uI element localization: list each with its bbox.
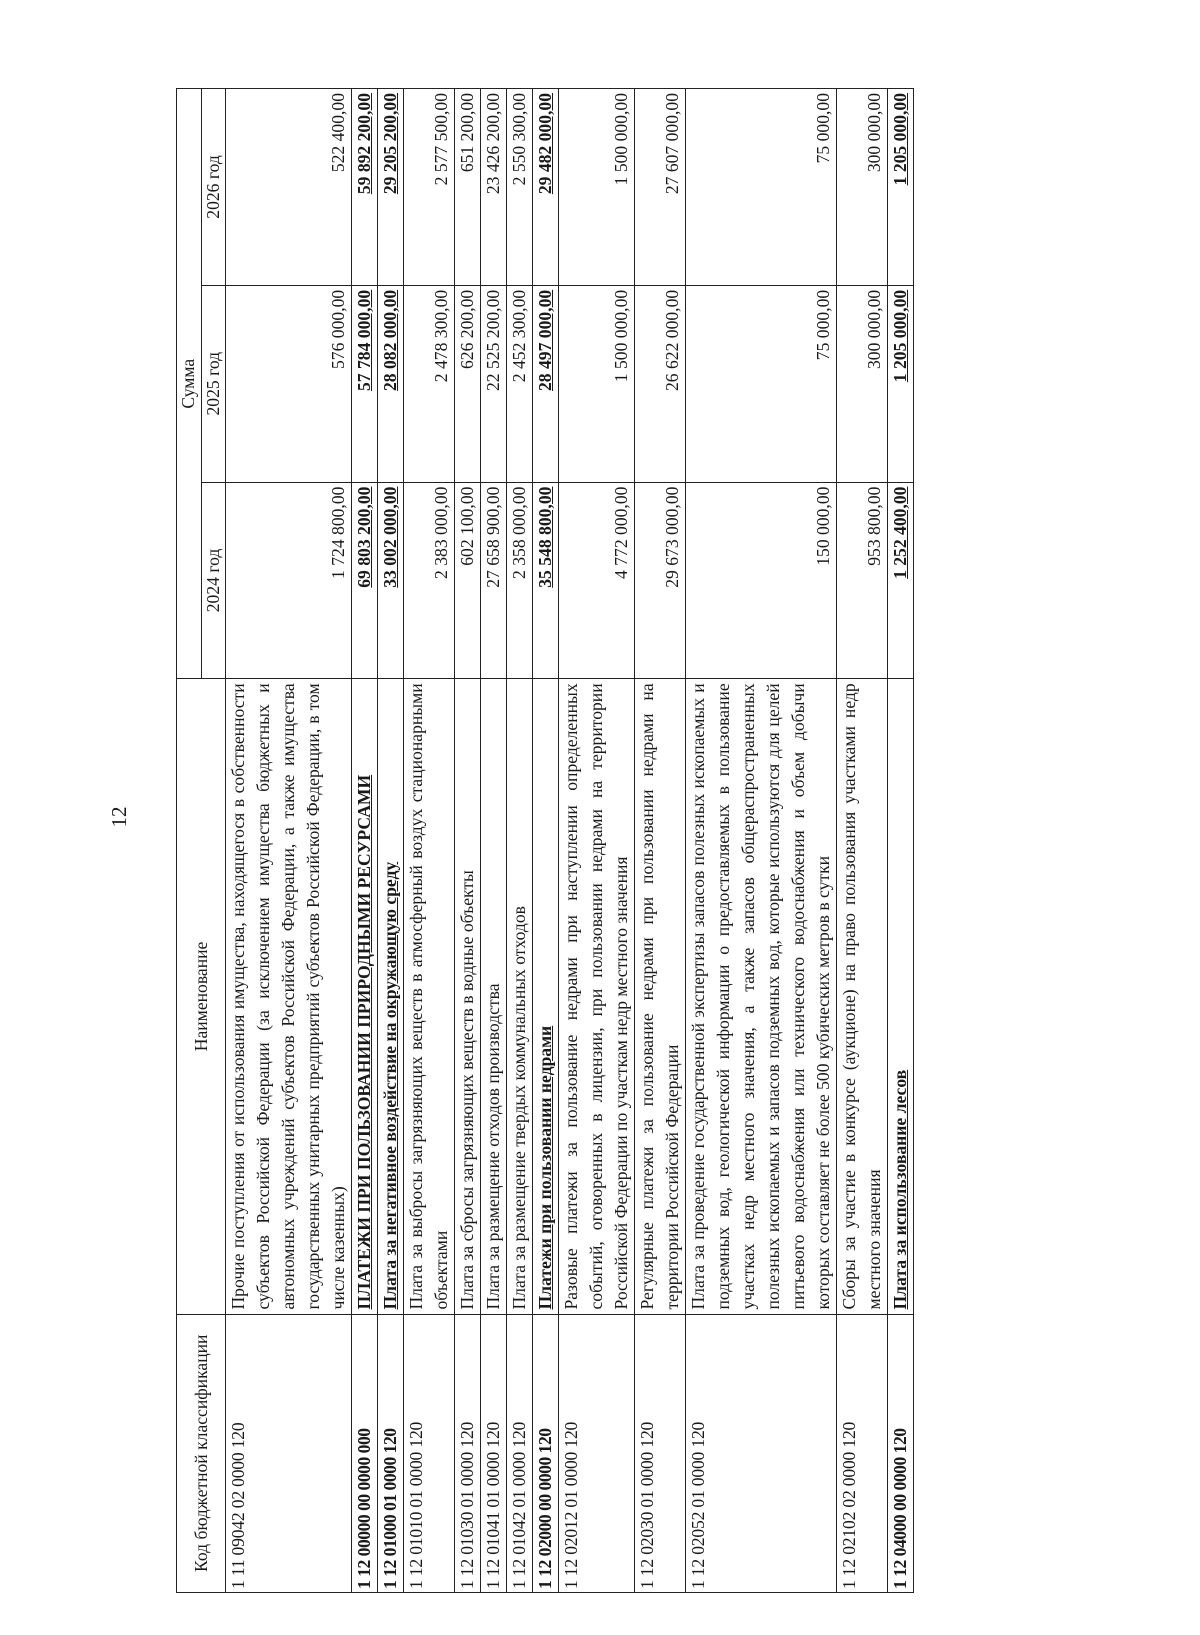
header-row-1 <box>177 89 202 1593</box>
value-2026-cell: 2 577 500,00 <box>404 89 455 286</box>
code-cell: 1 12 02030 01 0000 120 <box>635 1314 686 1592</box>
table-row <box>559 89 635 1593</box>
table-row <box>481 89 507 1593</box>
table-row <box>507 89 533 1593</box>
name-cell: Сборы за участие в конкурсе (аукционе) на право пользования участками недр местного значения <box>837 679 888 1314</box>
table-row <box>837 89 888 1593</box>
code-cell: 1 12 00000 00 0000 000 <box>352 1314 378 1592</box>
value-2025-cell: 626 200,00 <box>455 285 481 482</box>
value-2024-cell: 29 673 000,00 <box>635 482 686 679</box>
name-cell: Плата за выбросы загрязняющих веществ в атмосферный воздух стационарными объектами <box>404 679 455 1314</box>
value-2024-cell: 35 548 800,00 <box>533 482 559 679</box>
name-cell: Плата за размещение твердых коммунальных отходов <box>507 679 533 1314</box>
value-2024-cell: 2 358 000,00 <box>507 482 533 679</box>
name-header: Наименование <box>177 679 226 1314</box>
year-header-2026: 2026 год <box>201 89 226 286</box>
table-row <box>888 89 914 1593</box>
value-2026-cell: 75 000,00 <box>686 89 837 286</box>
value-2024-cell: 602 100,00 <box>455 482 481 679</box>
value-2026-cell: 29 482 000,00 <box>533 89 559 286</box>
value-2025-cell: 576 000,00 <box>226 285 352 482</box>
value-2025-cell: 28 497 000,00 <box>533 285 559 482</box>
year-header-2024: 2024 год <box>201 482 226 679</box>
code-cell: 1 12 02052 01 0000 120 <box>686 1314 837 1592</box>
value-2026-cell: 27 607 000,00 <box>635 89 686 286</box>
value-2024-cell: 1 724 800,00 <box>226 482 352 679</box>
table-row <box>404 89 455 1593</box>
value-2025-cell: 1 500 000,00 <box>559 285 635 482</box>
value-2024-cell: 953 800,00 <box>837 482 888 679</box>
table-row <box>686 89 837 1593</box>
sum-header: Сумма <box>177 89 202 679</box>
name-cell: Разовые платежи за пользование недрами при наступлении определенных событий, оговоренных в лицензии, при пользовании недрами на территории Российской Федерации по участкам недр местного значения <box>559 679 635 1314</box>
code-cell: 1 12 02012 01 0000 120 <box>559 1314 635 1592</box>
value-2026-cell: 522 400,00 <box>226 89 352 286</box>
value-2025-cell: 75 000,00 <box>686 285 837 482</box>
name-cell: Плата за проведение государственной экспертизы запасов полезных ископаемых и подземных вод, геологической информации о предоставляемых в пользование участках недр местного значения, а также запасов общераспространенных полезных ископаемых и запасов подземных вод, которые используются для целей питьевого водоснабжения или технического водоснабжения и объем добычи которых составляет не более 500 кубических метров в сутки <box>686 679 837 1314</box>
value-2024-cell: 4 772 000,00 <box>559 482 635 679</box>
name-cell: ПЛАТЕЖИ ПРИ ПОЛЬЗОВАНИИ ПРИРОДНЫМИ РЕСУРСАМИ <box>352 679 378 1314</box>
value-2026-cell: 1 500 000,00 <box>559 89 635 286</box>
value-2026-cell: 651 200,00 <box>455 89 481 286</box>
code-cell: 1 12 01042 01 0000 120 <box>507 1314 533 1592</box>
code-cell: 1 12 01000 01 0000 120 <box>378 1314 404 1592</box>
code-cell: 1 12 01010 01 0000 120 <box>404 1314 455 1592</box>
page-number: 12 <box>107 806 131 828</box>
name-cell: Прочие поступления от использования имущества, находящегося в собственности субъектов Российской Федерации (за исключением имущества бюджетных и автономных учреждений субъектов Российской Федерации, а также имущества государственных унитарных предприятий субъектов Российской Федерации, в том числе казенных) <box>226 679 352 1314</box>
value-2024-cell: 2 383 000,00 <box>404 482 455 679</box>
value-2024-cell: 27 658 900,00 <box>481 482 507 679</box>
value-2025-cell: 2 478 300,00 <box>404 285 455 482</box>
table-row <box>455 89 481 1593</box>
value-2024-cell: 33 002 000,00 <box>378 482 404 679</box>
code-cell: 1 12 01041 01 0000 120 <box>481 1314 507 1592</box>
table-body <box>226 89 914 1593</box>
value-2025-cell: 26 622 000,00 <box>635 285 686 482</box>
code-header: Код бюджетной классификации <box>177 1314 226 1592</box>
name-cell: Регулярные платежи за пользование недрами при пользовании недрами на территории Российской Федерации <box>635 679 686 1314</box>
year-header-2025: 2025 год <box>201 285 226 482</box>
name-cell: Плата за размещение отходов производства <box>481 679 507 1314</box>
value-2026-cell: 23 426 200,00 <box>481 89 507 286</box>
value-2026-cell: 59 892 200,00 <box>352 89 378 286</box>
value-2025-cell: 1 205 000,00 <box>888 285 914 482</box>
rotated-page-content <box>176 88 1134 1593</box>
value-2024-cell: 1 252 400,00 <box>888 482 914 679</box>
value-2025-cell: 28 082 000,00 <box>378 285 404 482</box>
name-cell: Плата за негативное воздействие на окружающую среду <box>378 679 404 1314</box>
code-cell: 1 12 02000 00 0000 120 <box>533 1314 559 1592</box>
value-2025-cell: 22 525 200,00 <box>481 285 507 482</box>
table-row <box>226 89 352 1593</box>
table-row <box>533 89 559 1593</box>
value-2026-cell: 29 205 200,00 <box>378 89 404 286</box>
value-2025-cell: 2 452 300,00 <box>507 285 533 482</box>
table-row <box>635 89 686 1593</box>
code-cell: 1 12 01030 01 0000 120 <box>455 1314 481 1592</box>
name-cell: Плата за сбросы загрязняющих веществ в водные объекты <box>455 679 481 1314</box>
value-2026-cell: 1 205 000,00 <box>888 89 914 286</box>
value-2024-cell: 69 803 200,00 <box>352 482 378 679</box>
name-cell: Платежи при пользовании недрами <box>533 679 559 1314</box>
value-2026-cell: 2 550 300,00 <box>507 89 533 286</box>
table-row <box>378 89 404 1593</box>
code-cell: 1 12 04000 00 0000 120 <box>888 1314 914 1592</box>
name-cell: Плата за использование лесов <box>888 679 914 1314</box>
value-2025-cell: 300 000,00 <box>837 285 888 482</box>
value-2025-cell: 57 784 000,00 <box>352 285 378 482</box>
budget-table <box>176 88 914 1593</box>
code-cell: 1 12 02102 02 0000 120 <box>837 1314 888 1592</box>
table-row <box>352 89 378 1593</box>
code-cell: 1 11 09042 02 0000 120 <box>226 1314 352 1592</box>
value-2024-cell: 150 000,00 <box>686 482 837 679</box>
value-2026-cell: 300 000,00 <box>837 89 888 286</box>
